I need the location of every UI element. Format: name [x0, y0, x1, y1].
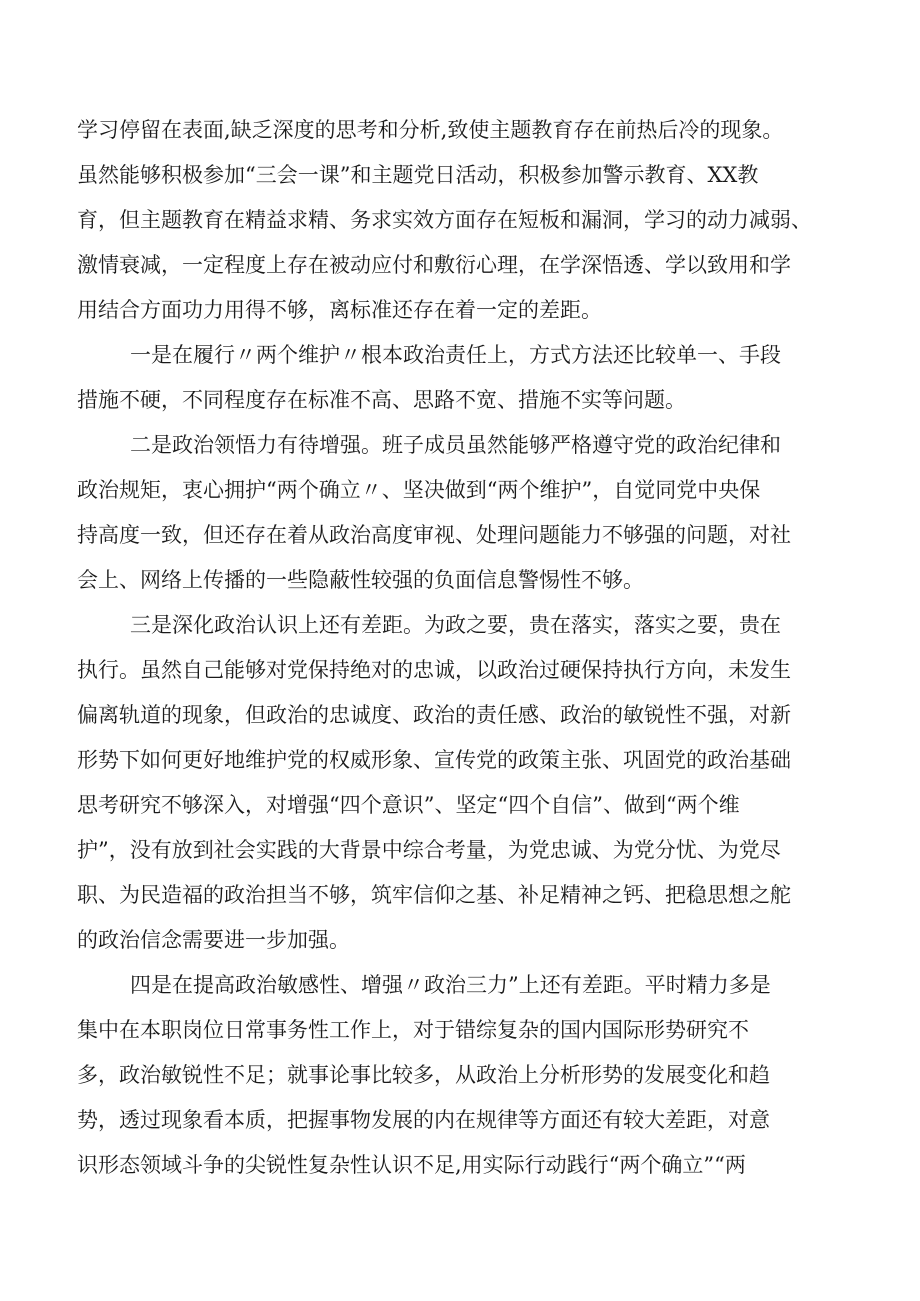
- text-line: 会上、网络上传播的一些隐蔽性较强的负面信息警惕性不够。: [77, 568, 644, 592]
- text-line: 形势下如何更好地维护党的权威形象、宣传党的政策主张、巩固党的政治基础: [77, 748, 791, 772]
- text-line: 用结合方面功力用得不够，离标准还存在着一定的差距。: [77, 298, 602, 322]
- text-line: 激情衰减，一定程度上存在被动应付和敷衍心理，在学深悟透、学以致用和学: [77, 253, 791, 277]
- text-line: 识形态领域斗争的尖锐性复杂性认识不足,用实际行动践行“两个确立”“两: [77, 1153, 746, 1177]
- text-line: 护”，没有放到社会实践的大背景中综合考量，为党忠诚、为党分忧、为党尽: [77, 838, 781, 862]
- text-line: 虽然能够积极参加“三会一课”和主题党日活动，积极参加警示教育、XX教: [77, 163, 759, 187]
- text-line: 三是深化政治认识上还有差距。为政之要，贵在落实，落实之要，贵在: [130, 613, 781, 637]
- text-line: 持高度一致，但还存在着从政治高度审视、处理问题能力不够强的问题，对社: [77, 523, 791, 547]
- text-line: 政治规矩，衷心拥护“两个确立〃、坚决做到“两个维护”，自觉同党中央保: [77, 478, 761, 502]
- text-line: 思考研究不够深入，对增强“四个意识”、坚定“四个自信”、做到“两个维: [77, 793, 740, 817]
- text-line: 四是在提高政治敏感性、增强〃政治三力”上还有差距。平时精力多是: [130, 973, 771, 997]
- text-line: 育，但主题教育在精益求精、务求实效方面存在短板和漏洞，学习的动力减弱、: [77, 208, 812, 232]
- text-line: 的政治信念需要进一步加强。: [77, 928, 350, 952]
- text-line: 执行。虽然自己能够对党保持绝对的忠诚，以政治过硬保持执行方向，未发生: [77, 658, 791, 682]
- text-line: 措施不硬，不同程度存在标准不高、思路不宽、措施不实等问题。: [77, 388, 686, 412]
- text-line: 多，政治敏锐性不足；就事论事比较多，从政治上分析形势的发展变化和趋: [77, 1063, 770, 1087]
- text-line: 势，透过现象看本质，把握事物发展的内在规律等方面还有较大差距，对意: [77, 1108, 770, 1132]
- text-line: 集中在本职岗位日常事务性工作上，对于错综复杂的国内国际形势研究不: [77, 1018, 749, 1042]
- text-line: 一是在履行〃两个维护〃根本政治责任上，方式方法还比较单一、手段: [130, 343, 781, 367]
- text-line: 偏离轨道的现象，但政治的忠诚度、政治的责任感、政治的敏锐性不强，对新: [77, 703, 791, 727]
- text-line: 学习停留在表面,缺乏深度的思考和分析,致使主题教育存在前热后冷的现象。: [77, 118, 784, 142]
- text-line: 二是政治领悟力有待增强。班子成员虽然能够严格遵守党的政治纪律和: [130, 433, 781, 457]
- text-line: 职、为民造福的政治担当不够，筑牢信仰之基、补足精神之钙、把稳思想之舵: [77, 883, 791, 907]
